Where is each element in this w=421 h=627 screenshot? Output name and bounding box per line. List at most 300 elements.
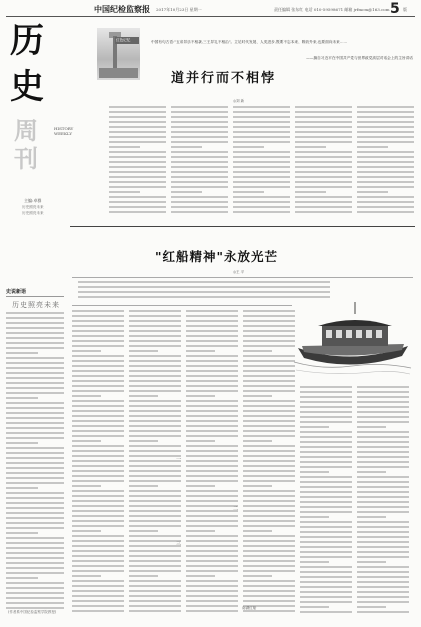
text-line <box>243 410 295 412</box>
text-line <box>233 201 290 203</box>
text-line <box>186 400 238 402</box>
text-column <box>233 106 290 216</box>
text-line <box>186 325 238 327</box>
text-line <box>300 501 352 503</box>
text-line <box>295 136 352 138</box>
text-line <box>295 121 352 123</box>
text-line <box>186 545 238 547</box>
text-line <box>129 390 181 392</box>
text-line <box>72 315 124 317</box>
text-line <box>243 350 272 352</box>
text-line <box>171 171 228 173</box>
text-line <box>295 131 352 133</box>
text-line <box>186 405 238 407</box>
text-line <box>6 397 38 399</box>
text-line <box>243 595 295 597</box>
text-line <box>300 521 352 523</box>
text-line <box>243 475 295 477</box>
text-line <box>109 146 140 148</box>
text-line <box>300 481 352 483</box>
text-line <box>186 345 238 347</box>
text-line <box>243 575 272 577</box>
text-line <box>72 600 124 602</box>
text-line <box>72 385 124 387</box>
text-line <box>357 391 409 393</box>
text-line <box>171 166 228 168</box>
text-line <box>357 451 409 453</box>
text-line <box>109 126 166 128</box>
text-line <box>357 501 409 503</box>
text-column <box>295 106 352 216</box>
section-divider <box>70 226 415 227</box>
text-line <box>233 161 290 163</box>
text-line <box>357 136 414 138</box>
text-line <box>233 146 264 148</box>
text-line <box>129 505 181 507</box>
text-line <box>186 605 238 607</box>
text-line <box>129 600 181 602</box>
text-line <box>6 492 64 494</box>
text-line <box>357 581 409 583</box>
text-line <box>300 506 352 508</box>
text-line <box>357 586 409 588</box>
text-line <box>300 601 352 603</box>
main-article-body <box>72 310 413 622</box>
text-line <box>243 360 295 362</box>
text-line <box>72 355 124 357</box>
text-line <box>129 450 181 452</box>
text-line <box>6 422 64 424</box>
text-line <box>300 536 352 538</box>
text-line <box>72 360 124 362</box>
text-line <box>129 580 181 582</box>
text-line <box>186 330 238 332</box>
text-line <box>300 386 352 388</box>
text-line <box>129 570 181 572</box>
text-line <box>186 360 238 362</box>
text-line <box>6 512 64 514</box>
text-line <box>300 581 352 583</box>
text-line <box>72 335 124 337</box>
text-line <box>186 590 238 592</box>
text-line <box>357 196 414 198</box>
text-line <box>300 531 352 533</box>
text-line <box>129 520 181 522</box>
text-line <box>243 310 295 312</box>
text-line <box>357 481 409 483</box>
text-line <box>357 606 386 608</box>
text-line <box>6 407 64 409</box>
text-line <box>109 171 166 173</box>
text-line <box>357 386 409 388</box>
text-line <box>186 390 238 392</box>
side-column-label: 史说新语 <box>6 288 64 297</box>
text-line <box>357 611 409 613</box>
text-line <box>295 201 352 203</box>
text-line <box>295 156 352 158</box>
text-line <box>186 350 215 352</box>
text-line <box>300 446 352 448</box>
text-line <box>72 395 101 397</box>
text-line <box>233 126 290 128</box>
text-line <box>357 556 409 558</box>
text-line <box>300 431 352 433</box>
text-line <box>109 121 166 123</box>
text-line <box>6 582 64 584</box>
top-article <box>70 18 415 222</box>
text-column <box>109 106 166 216</box>
text-line <box>72 510 124 512</box>
text-line <box>357 491 409 493</box>
text-line <box>129 515 181 517</box>
text-line <box>300 406 352 408</box>
text-line <box>243 465 295 467</box>
section-number-2: 二 <box>233 506 239 512</box>
text-line <box>129 380 181 382</box>
text-line <box>171 191 202 193</box>
text-line <box>233 106 290 108</box>
text-line <box>357 416 409 418</box>
text-line <box>357 156 414 158</box>
text-line <box>186 450 238 452</box>
text-line <box>357 166 414 168</box>
text-line <box>6 337 64 339</box>
text-line <box>357 506 409 508</box>
text-line <box>300 526 352 528</box>
text-line <box>243 545 295 547</box>
text-line <box>171 106 228 108</box>
text-line <box>72 455 124 457</box>
brand-editor: 主编:卓群 <box>24 198 42 203</box>
text-line <box>129 550 181 552</box>
text-line <box>129 470 181 472</box>
text-line <box>300 496 352 498</box>
text-line <box>243 570 295 572</box>
text-line <box>186 595 238 597</box>
text-line <box>72 325 124 327</box>
text-line <box>129 345 181 347</box>
text-line <box>243 480 295 482</box>
text-line <box>295 111 352 113</box>
text-line <box>243 375 295 377</box>
text-line <box>78 296 330 298</box>
text-line <box>129 355 181 357</box>
text-line <box>357 121 414 123</box>
text-line <box>109 116 166 118</box>
text-line <box>357 446 409 448</box>
text-line <box>129 530 158 532</box>
text-line <box>171 121 228 123</box>
text-line <box>357 146 388 148</box>
text-line <box>243 330 295 332</box>
text-line <box>243 400 295 402</box>
text-line <box>6 392 64 394</box>
text-line <box>357 596 409 598</box>
text-line <box>300 451 352 453</box>
text-line <box>171 151 228 153</box>
text-line <box>129 385 181 387</box>
text-line <box>72 520 124 522</box>
text-line <box>6 327 64 329</box>
text-line <box>171 111 228 113</box>
text-line <box>300 421 352 423</box>
text-line <box>243 560 295 562</box>
text-line <box>6 552 64 554</box>
text-line <box>72 400 124 402</box>
text-line <box>6 547 64 549</box>
text-line <box>6 312 64 314</box>
text-line <box>171 211 228 213</box>
text-line <box>186 440 215 442</box>
text-line <box>357 191 388 193</box>
photo-tag: 红色记忆 <box>115 37 139 44</box>
text-line <box>243 370 295 372</box>
text-line <box>186 370 238 372</box>
text-line <box>233 166 290 168</box>
text-line <box>295 146 326 148</box>
section-brand <box>6 18 74 222</box>
text-line <box>129 525 181 527</box>
text-line <box>72 570 124 572</box>
text-line <box>6 417 64 419</box>
text-line <box>295 141 352 143</box>
text-line <box>357 141 414 143</box>
text-column <box>357 106 414 216</box>
text-line <box>243 430 295 432</box>
text-line <box>6 522 64 524</box>
text-line <box>243 585 295 587</box>
text-line <box>300 476 352 478</box>
text-line <box>72 370 124 372</box>
text-line <box>72 390 124 392</box>
text-line <box>233 151 290 153</box>
text-line <box>186 455 238 457</box>
text-line <box>186 415 238 417</box>
text-line <box>6 497 64 499</box>
text-line <box>357 466 409 468</box>
text-line <box>72 435 124 437</box>
text-line <box>129 465 181 467</box>
text-line <box>243 395 272 397</box>
text-line <box>243 520 295 522</box>
text-line <box>300 586 352 588</box>
text-line <box>171 146 202 148</box>
text-line <box>357 591 409 593</box>
text-line <box>109 151 166 153</box>
text-line <box>72 420 124 422</box>
text-line <box>295 166 352 168</box>
text-line <box>186 575 215 577</box>
issue-info: 2017年10月23日 星期一 <box>156 7 202 12</box>
text-line <box>6 537 64 539</box>
text-line <box>295 151 352 153</box>
text-line <box>109 166 166 168</box>
text-line <box>243 540 295 542</box>
text-line <box>72 365 124 367</box>
text-line <box>6 502 64 504</box>
text-line <box>243 365 295 367</box>
text-line <box>186 335 238 337</box>
text-line <box>6 557 64 559</box>
text-line <box>109 211 166 213</box>
text-line <box>171 206 228 208</box>
text-line <box>186 385 238 387</box>
text-line <box>243 385 295 387</box>
text-line <box>186 310 238 312</box>
text-line <box>78 291 330 293</box>
main-headline: "红船精神"永放光芒 <box>155 249 279 264</box>
text-line <box>129 415 181 417</box>
text-line <box>357 116 414 118</box>
text-line <box>186 420 238 422</box>
text-line <box>243 525 295 527</box>
text-line <box>357 436 409 438</box>
text-line <box>243 495 295 497</box>
text-line <box>357 406 409 408</box>
text-line <box>72 405 124 407</box>
text-line <box>243 590 295 592</box>
text-line <box>72 430 124 432</box>
top-headline: 道并行而不相悖 <box>171 71 277 86</box>
text-line <box>295 176 352 178</box>
text-line <box>78 281 330 283</box>
text-line <box>6 367 64 369</box>
text-line <box>186 610 238 612</box>
text-line <box>243 345 295 347</box>
text-line <box>357 526 409 528</box>
text-line <box>129 510 181 512</box>
text-line <box>300 591 352 593</box>
text-line <box>357 401 409 403</box>
text-line <box>300 411 352 413</box>
text-line <box>357 441 409 443</box>
text-line <box>243 485 272 487</box>
text-line <box>357 476 409 478</box>
text-line <box>243 550 295 552</box>
text-line <box>186 550 238 552</box>
text-line <box>129 435 181 437</box>
text-line <box>72 475 124 477</box>
text-line <box>72 535 124 537</box>
text-line <box>6 472 64 474</box>
text-line <box>295 186 352 188</box>
masthead <box>6 1 415 17</box>
text-line <box>233 141 290 143</box>
text-line <box>186 465 238 467</box>
text-line <box>300 516 329 518</box>
text-line <box>300 546 352 548</box>
text-line <box>72 525 124 527</box>
text-line <box>72 310 124 312</box>
text-line <box>171 131 228 133</box>
text-line <box>186 580 238 582</box>
text-line <box>243 435 295 437</box>
text-line <box>109 141 166 143</box>
text-line <box>295 126 352 128</box>
text-line <box>171 141 228 143</box>
text-line <box>243 555 295 557</box>
text-line <box>6 442 38 444</box>
text-line <box>233 121 290 123</box>
text-line <box>243 440 272 442</box>
text-line <box>72 450 124 452</box>
text-line <box>109 176 166 178</box>
text-line <box>186 570 238 572</box>
text-line <box>357 471 386 473</box>
text-line <box>6 427 64 429</box>
text-line <box>6 462 64 464</box>
text-line <box>357 181 414 183</box>
text-line <box>72 540 124 542</box>
text-line <box>300 576 352 578</box>
text-line <box>233 131 290 133</box>
text-line <box>300 541 352 543</box>
text-line <box>233 171 290 173</box>
text-line <box>72 425 124 427</box>
text-line <box>357 186 414 188</box>
text-line <box>300 426 329 428</box>
text-line <box>72 590 124 592</box>
text-line <box>243 565 295 567</box>
text-line <box>186 480 238 482</box>
text-line <box>129 445 181 447</box>
text-line <box>6 607 64 609</box>
text-line <box>6 507 64 509</box>
text-line <box>6 322 64 324</box>
text-line <box>300 391 352 393</box>
text-line <box>243 320 295 322</box>
text-line <box>357 126 414 128</box>
text-line <box>357 206 414 208</box>
text-line <box>129 365 181 367</box>
text-line <box>72 470 124 472</box>
text-line <box>129 535 181 537</box>
text-line <box>72 565 124 567</box>
text-line <box>6 447 64 449</box>
text-line <box>243 340 295 342</box>
text-line <box>300 596 352 598</box>
page-number-suffix: 版 <box>403 7 407 12</box>
text-line <box>171 181 228 183</box>
text-line <box>186 510 238 512</box>
text-line <box>6 587 64 589</box>
pull-quote-source: ——摘自习近平在中国共产党与世界政党高层对话会上的主旨讲话 <box>306 56 413 60</box>
text-line <box>243 500 295 502</box>
text-line <box>72 465 124 467</box>
text-line <box>72 495 124 497</box>
text-line <box>186 430 238 432</box>
text-line <box>72 555 124 557</box>
text-line <box>186 560 238 562</box>
text-line <box>186 565 238 567</box>
text-line <box>357 421 409 423</box>
text-line <box>129 335 181 337</box>
text-line <box>6 387 64 389</box>
text-line <box>233 181 290 183</box>
text-line <box>6 572 64 574</box>
text-line <box>129 420 181 422</box>
text-line <box>357 496 409 498</box>
text-line <box>129 320 181 322</box>
text-line <box>6 332 64 334</box>
text-line <box>72 330 124 332</box>
text-line <box>295 206 352 208</box>
text-line <box>186 375 238 377</box>
text-line <box>357 161 414 163</box>
text-line <box>243 315 295 317</box>
text-line <box>109 136 166 138</box>
text-line <box>357 546 409 548</box>
